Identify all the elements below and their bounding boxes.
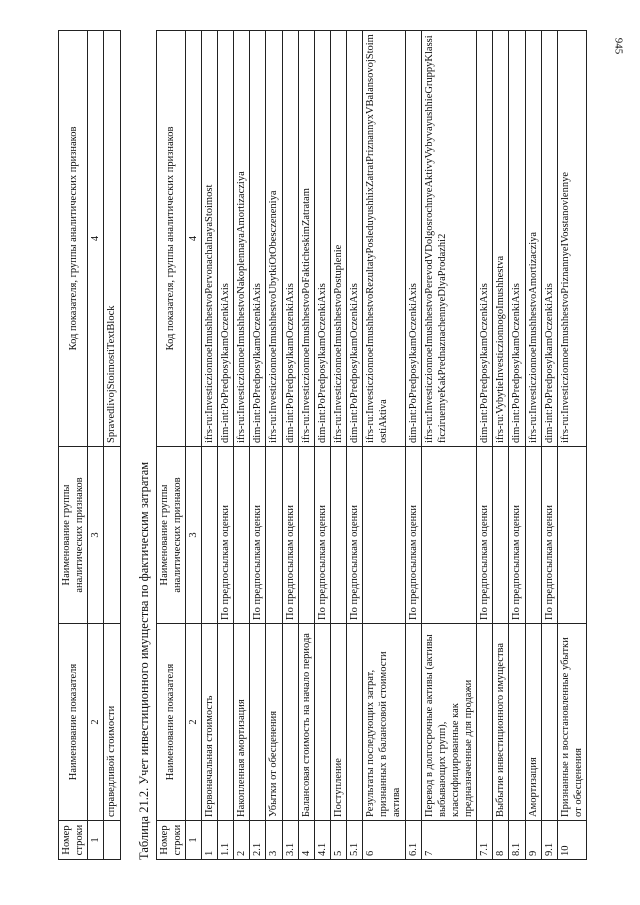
col-number: 3 (88, 447, 104, 624)
indicator-name (541, 624, 557, 821)
indicator-code: ifrs-ru:InvesticzionnoeImushhestvoNakoplennayaAmortizacziya (234, 31, 250, 447)
row-number: 9.1 (541, 821, 557, 860)
col-number: 3 (185, 447, 201, 624)
row-number: 6 (363, 821, 405, 860)
group-name (234, 447, 250, 624)
table-2-col-numbers (185, 31, 201, 860)
group-name (104, 447, 120, 624)
row-number: 4 (298, 821, 314, 860)
table-row (363, 31, 405, 860)
table-row (477, 31, 493, 860)
header-indicator-name: Наименование показателя (156, 624, 185, 821)
table-row (234, 31, 250, 860)
table-row (298, 31, 314, 860)
indicator-name (282, 624, 298, 821)
row-number: 8 (493, 821, 509, 860)
table-row (104, 31, 120, 860)
row-number: 6.1 (405, 821, 421, 860)
table-row (557, 31, 586, 860)
row-number: 1.1 (218, 821, 234, 860)
group-name (201, 447, 217, 624)
row-number: 2 (234, 821, 250, 860)
indicator-code: ifrs-ru:InvesticzionnoeImushhestvoPostuplenie (330, 31, 346, 447)
row-number: 3.1 (282, 821, 298, 860)
table-2 (156, 30, 588, 860)
group-name: По предпосылкам оценки (405, 447, 421, 624)
group-name: По предпосылкам оценки (250, 447, 266, 624)
indicator-name: Перевод в долгосрочные активы (активы выбывающих групп), классифицированные как предназначенные для продажи (421, 624, 477, 821)
header-indicator-name: Наименование показателя (59, 624, 88, 821)
col-number: 4 (185, 31, 201, 447)
indicator-code: ifrs-ru:InvesticzionnoeImushhestvoPerevodVDolgosrochnyeAktivyVybyvayushhieGruppyKlassificziruemyeKakPrednaznachennyeDlyaProdazhi2 (421, 31, 477, 447)
row-number: 5.1 (347, 821, 363, 860)
group-name (298, 447, 314, 624)
row-number: 2.1 (250, 821, 266, 860)
indicator-name: Амортизация (525, 624, 541, 821)
group-name (557, 447, 586, 624)
row-number: 8.1 (509, 821, 525, 860)
table-1 (58, 30, 121, 860)
table-1-header-row (59, 31, 88, 860)
row-number: 5 (330, 821, 346, 860)
row-number: 7.1 (477, 821, 493, 860)
row-number: 10 (557, 821, 586, 860)
col-number: 1 (88, 821, 104, 860)
header-group-name: Наименование группы аналитических признаков (59, 447, 88, 624)
group-name: По предпосылкам оценки (477, 447, 493, 624)
indicator-name (405, 624, 421, 821)
table-row (541, 31, 557, 860)
col-number: 1 (185, 821, 201, 860)
group-name: По предпосылкам оценки (218, 447, 234, 624)
group-name (330, 447, 346, 624)
indicator-code: ifrs-ru:InvesticzionnoeImushhestvoPervonachalnayaStoimost (201, 31, 217, 447)
col-number: 2 (88, 624, 104, 821)
indicator-name (218, 624, 234, 821)
group-name (266, 447, 282, 624)
table-row (405, 31, 421, 860)
table-row (509, 31, 525, 860)
indicator-name: Убытки от обесценения (266, 624, 282, 821)
rotated-page-content (58, 30, 638, 860)
row-number (104, 821, 120, 860)
group-name: По предпосылкам оценки (347, 447, 363, 624)
group-name: По предпосылкам оценки (282, 447, 298, 624)
col-number: 4 (88, 31, 104, 447)
indicator-code: dim-int:PoPredposylkamOczenkiAxis (250, 31, 266, 447)
indicator-name: Первоначальная стоимость (201, 624, 217, 821)
table-row (330, 31, 346, 860)
row-number: 4.1 (314, 821, 330, 860)
indicator-code: ifrs-ru:InvesticzionnoeImushhestvoPoFakticheskimZatratam (298, 31, 314, 447)
indicator-code: dim-int:PoPredposylkamOczenkiAxis (509, 31, 525, 447)
table-row (250, 31, 266, 860)
indicator-name: Признанные и восстановленные убытки от обесценения (557, 624, 586, 821)
row-number: 3 (266, 821, 282, 860)
indicator-code: dim-int:PoPredposylkamOczenkiAxis (477, 31, 493, 447)
table-row (347, 31, 363, 860)
page-number: 945 (611, 37, 624, 55)
group-name (421, 447, 477, 624)
table-caption: Таблица 21.2. Учет инвестиционного имущества по фактическим затратам (136, 461, 151, 860)
indicator-name (314, 624, 330, 821)
indicator-code: dim-int:PoPredposylkamOczenkiAxis (314, 31, 330, 447)
indicator-name: справедливой стоимости (104, 624, 120, 821)
indicator-code: ifrs-ru:InvesticzionnoeImushhestvoPriznannyeIVosstanovlennye (557, 31, 586, 447)
group-name: По предпосылкам оценки (509, 447, 525, 624)
col-number: 2 (185, 624, 201, 821)
group-name (363, 447, 405, 624)
indicator-code: ifrs-ru:InvesticzionnoeImushhestvoUbytkiOtObesczeneniya (266, 31, 282, 447)
row-number: 7 (421, 821, 477, 860)
group-name (493, 447, 509, 624)
indicator-name (347, 624, 363, 821)
header-group-name: Наименование группы аналитических признаков (156, 447, 185, 624)
table-row (493, 31, 509, 860)
table-2-header-row (156, 31, 185, 860)
table-row (282, 31, 298, 860)
indicator-code: ifrs-ru:VybytieInvesticzionnogoImushhestva (493, 31, 509, 447)
table-row (218, 31, 234, 860)
row-number: 9 (525, 821, 541, 860)
indicator-name: Балансовая стоимость на начало периода (298, 624, 314, 821)
indicator-name (477, 624, 493, 821)
indicator-code: dim-int:PoPredposylkamOczenkiAxis (282, 31, 298, 447)
header-code: Код показателя, группы аналитических признаков (59, 31, 88, 447)
table-row (314, 31, 330, 860)
group-name: По предпосылкам оценки (314, 447, 330, 624)
indicator-name: Поступление (330, 624, 346, 821)
header-code: Код показателя, группы аналитических признаков (156, 31, 185, 447)
group-name (525, 447, 541, 624)
group-name: По предпосылкам оценки (541, 447, 557, 624)
indicator-name (250, 624, 266, 821)
indicator-name (509, 624, 525, 821)
row-number: 1 (201, 821, 217, 860)
indicator-code: dim-int:PoPredposylkamOczenkiAxis (541, 31, 557, 447)
indicator-name: Выбытие инвестиционного имущества (493, 624, 509, 821)
table-row (266, 31, 282, 860)
indicator-code: ifrs-ru:InvesticzionnoeImushhestvoRezultatyPosleduyushhixZatratPriznannyxVBalansovojStoimostiAktiva (363, 31, 405, 447)
table-row (201, 31, 217, 860)
table-row (525, 31, 541, 860)
indicator-code: ifrs-ru:InvesticzionnoeImushhestvoAmortizacziya (525, 31, 541, 447)
table-1-col-numbers (88, 31, 104, 860)
indicator-code: SpravedlivojStoimostiTextBlock (104, 31, 120, 447)
indicator-code: dim-int:PoPredposylkamOczenkiAxis (405, 31, 421, 447)
header-row-number: Номер строки (59, 821, 88, 860)
table-row (421, 31, 477, 860)
header-row-number: Номер строки (156, 821, 185, 860)
indicator-code: dim-int:PoPredposylkamOczenkiAxis (218, 31, 234, 447)
indicator-name: Результаты последующих затрат, признанных в балансовой стоимости актива (363, 624, 405, 821)
indicator-code: dim-int:PoPredposylkamOczenkiAxis (347, 31, 363, 447)
indicator-name: Накопленная амортизация (234, 624, 250, 821)
